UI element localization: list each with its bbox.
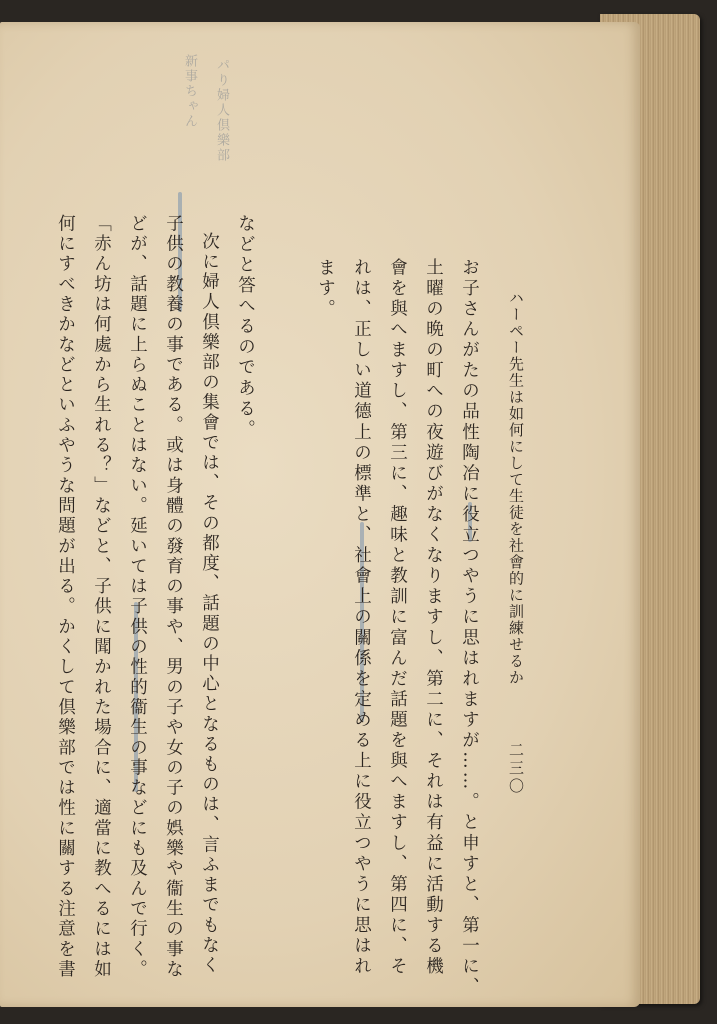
text-column: 何にすべきかなどといふやうな問題が出る。かくして倶樂部では性に關する注意を書	[55, 214, 76, 980]
text-column: お子さんがたの品性陶冶に役立つやうに思はれますが……。と申すと、第一に、	[459, 258, 480, 998]
pencil-annotation: パり婦人倶樂部	[214, 58, 229, 163]
text-column: れは、正しい道德上の標準と、社會上の關係を定める上に役立つやうに思はれ	[351, 258, 372, 978]
book-page	[0, 22, 640, 1007]
text-column: 土曜の晩の町への夜遊びがなくなりますし、第二に、それは有益に活動する機	[423, 258, 444, 978]
page-number: 二三〇	[507, 742, 525, 796]
text-column: 會を與へますし、第三に、趣味と教訓に富んだ話題を與へますし、第四に、そ	[387, 258, 408, 978]
text-column: 「赤ん坊は何處から生れる？」などと、子供に聞かれた場合に、適當に教へるには如	[91, 214, 112, 980]
text-column: 次に婦人倶樂部の集會では、その都度、話題の中心となるものは、言ふまでもなく	[199, 232, 220, 976]
text-column: ます。	[315, 258, 336, 320]
text-column: 子供の教養の事である。或は身體の發育の事や、男の子や女の子の娯樂や衞生の事な	[163, 214, 184, 980]
text-column: どが、話題に上らぬことはない。延いては子供の性的衞生の事などにも及んで行く。	[127, 214, 148, 980]
text-column: などと答へるのである。	[235, 214, 256, 441]
pencil-annotation: 新事ちゃん	[182, 54, 197, 129]
running-head: ハーペー先生は如何にして生徒を社會的に訓練せるか	[507, 290, 525, 686]
